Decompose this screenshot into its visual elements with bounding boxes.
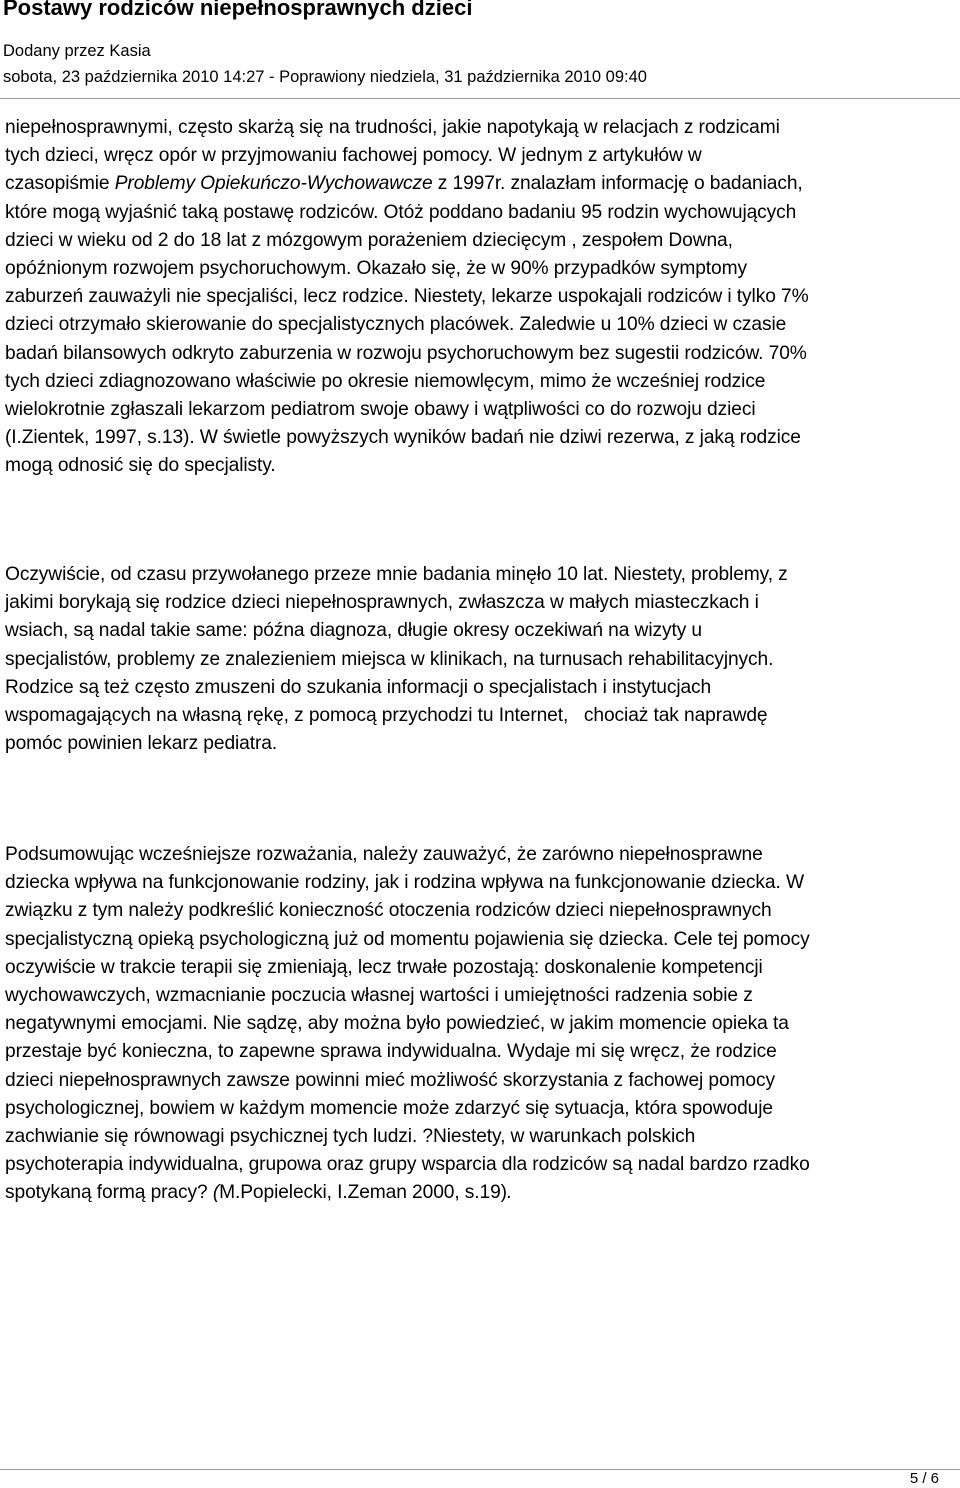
paragraph-line: specjalistyczną opieką psychologiczną już od momentu pojawienia się dziecka. Cele tej pomocy [5, 928, 810, 950]
line-segment: z 1997r. znalazłam informację o badaniach, [432, 173, 803, 195]
paragraph-line: jakimi borykają się rodzice dzieci niepełnosprawnych, zwłaszcza w małych miasteczkach i [5, 592, 759, 614]
paragraph-line: dzieci otrzymało skierowanie do specjalistycznych placówek. Zaledwie u 10% dzieci w czasie [5, 314, 787, 336]
paragraph-line: negatywnymi emocjami. Nie sądzę, aby można było powiedzieć, w jakim momencie opieka ta [5, 1013, 789, 1035]
paragraph-line: zachwianie się równowagi psychicznej tych ludzi. ?Niestety, w warunkach polskich [5, 1126, 696, 1148]
citation-period: . [506, 1182, 513, 1204]
document-title: Postawy rodziców niepełnosprawnych dzieci [3, 0, 473, 20]
paragraph-line: dziecka wpływa na funkcjonowanie rodziny, jak i rodzina wpływa na funkcjonowanie dziecka. W [5, 872, 804, 894]
paragraph-line: Rodzice są też często zmuszeni do szukania informacji o specjalistach i instytucjach [5, 676, 712, 698]
paragraph-line: Oczywiście, od czasu przywołanego przeze mnie badania minęło 10 lat. Niestety, problemy, z [5, 564, 788, 585]
paragraph-2 [5, 561, 957, 758]
paragraph-line: dzieci niepełnosprawnych zawsze powinni mieć możliwość skorzystania z fachowej pomocy [5, 1069, 775, 1091]
paragraph-line: które mogą wyjaśnić taką postawę rodziców. Otóż poddano badaniu 95 rodzin wychowujących [5, 201, 797, 223]
paragraph-line: badań bilansowych odkryto zaburzenia w rozwoju psychoruchowym bez sugestii rodziców. 70% [5, 342, 807, 364]
paragraph-line [5, 170, 957, 198]
paragraph-3 [5, 841, 957, 1208]
paragraph-line: tych dzieci, wręcz opór w przyjmowaniu fachowej pomocy. W jednym z artykułów w [5, 145, 702, 167]
paragraph-line: oczywiście w trakcie terapii się zmieniają, lecz trwałe pozostają: doskonalenie kompetencji [5, 956, 763, 978]
citation-paren: ( [212, 1182, 220, 1204]
paragraph-line [5, 1179, 957, 1207]
paragraph-line: tych dzieci zdiagnozowano właściwie po okresie niemowlęcym, mimo że wcześniej rodzice [5, 370, 766, 392]
date-line: sobota, 23 października 2010 14:27 - Poprawiony niedziela, 31 października 2010 09:40 [3, 68, 647, 86]
paragraph-line: pomóc powinien lekarz pediatra. [5, 733, 278, 755]
citation: M.Popielecki, I.Zeman 2000, s.19) [219, 1182, 507, 1204]
page-number: 5 / 6 [909, 1470, 939, 1487]
line-segment: spotykaną formą pracy? [5, 1182, 213, 1204]
paragraph-line: wsiach, są nadal takie same: późna diagnoza, długie okresy oczekiwań na wizyty u [5, 620, 702, 642]
line-segment: czasopiśmie [5, 173, 115, 195]
paragraph-1 [5, 114, 957, 481]
footer-divider [0, 1469, 960, 1470]
paragraph-line: przestaje być konieczna, to zapewne sprawa indywidualna. Wydaje mi się wręcz, że rodzice [5, 1041, 777, 1063]
paragraph-line: dzieci w wieku od 2 do 18 lat z mózgowym porażeniem dziecięcym , zespołem Downa, [5, 229, 733, 251]
paragraph-line: (I.Zientek, 1997, s.13). W świetle powyższych wyników badań nie dziwi rezerwa, z jaką rodzice [5, 427, 801, 449]
paragraph-line: psychologicznej, bowiem w każdym momencie może zdarzyć się sytuacja, która spowoduje [5, 1097, 773, 1119]
paragraph-line: wspomagających na własną rękę, z pomocą przychodzi tu Internet, chociaż tak naprawdę [5, 705, 768, 727]
header-divider [0, 98, 960, 99]
paragraph-line: wychowawczych, wzmacnianie poczucia własnej wartości i umiejętności radzenia sobie z [5, 985, 753, 1007]
paragraph-line: Podsumowując wcześniejsze rozważania, należy zauważyć, że zarówno niepełnosprawne [5, 844, 763, 865]
author-line: Dodany przez Kasia [3, 42, 151, 60]
journal-title: Problemy Opiekuńczo-Wychowawcze [114, 173, 433, 195]
paragraph-line: mogą odnosić się do specjalisty. [5, 455, 276, 477]
paragraph-line: specjalistów, problemy ze znalezieniem miejsca w klinikach, na turnusach rehabilitacyjnych. [5, 648, 774, 670]
paragraph-line: opóźnionym rozwojem psychoruchowym. Okazało się, że w 90% przypadków symptomy [5, 258, 747, 280]
paragraph-line: psychoterapia indywidualna, grupowa oraz grupy wsparcia dla rodziców są nadal bardzo rzadko [5, 1154, 810, 1176]
paragraph-line: zaburzeń zauważyli nie specjaliści, lecz rodzice. Niestety, lekarze uspokajali rodziców i tylko 7% [5, 286, 809, 308]
paragraph-line: związku z tym należy podkreślić konieczność otoczenia rodziców dzieci niepełnosprawnych [5, 900, 772, 922]
paragraph-line: wielokrotnie zgłaszali lekarzom pediatrom swoje obawy i wątpliwości co do rozwoju dzieci [5, 399, 756, 421]
paragraph-line: niepełnosprawnymi, często skarżą się na trudności, jakie napotykają w relacjach z rodzicami [5, 117, 780, 138]
